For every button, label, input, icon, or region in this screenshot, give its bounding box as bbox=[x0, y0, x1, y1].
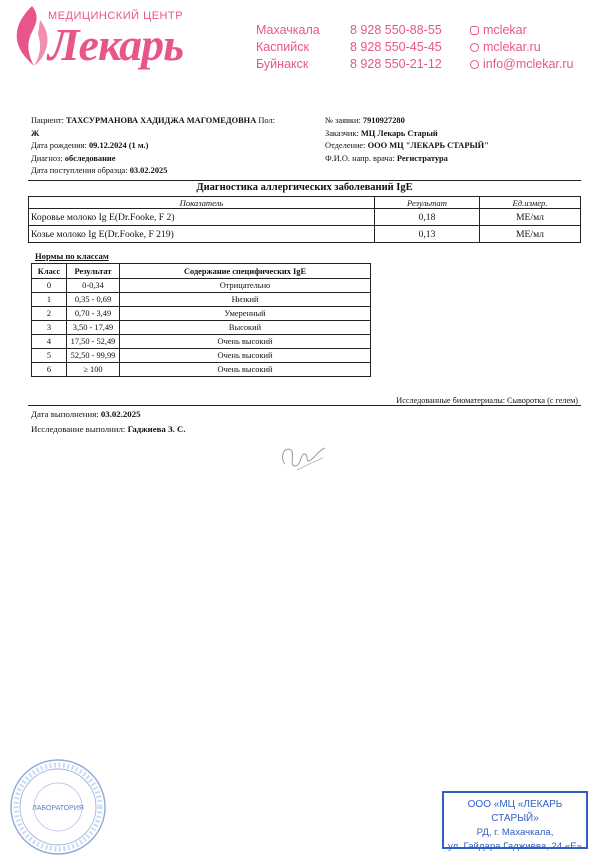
contact-text: info@mclekar.ru bbox=[483, 57, 574, 71]
norm-class: 3 bbox=[32, 321, 67, 335]
norms-header-class: Класс bbox=[32, 264, 67, 279]
doctor-label: Ф.И.О. напр. врача: bbox=[325, 153, 395, 163]
contact-text: mclekar.ru bbox=[483, 40, 541, 54]
sex-value: Ж bbox=[31, 128, 40, 138]
divider bbox=[28, 405, 581, 406]
results-table bbox=[28, 196, 581, 243]
city: Каспийск bbox=[256, 40, 309, 54]
patient-name: ТАХСУРМАНОВА ХАДИДЖА МАГОМЕДОВНА bbox=[66, 116, 257, 125]
norms-row bbox=[32, 335, 371, 349]
norms-row bbox=[32, 349, 371, 363]
patient-info-right bbox=[325, 115, 489, 165]
biomaterial-note: Исследованные биоматериалы: Сыворотка (с гелем) bbox=[396, 396, 578, 405]
norm-desc: Умеренный bbox=[120, 307, 371, 321]
sex-label: Пол: bbox=[258, 116, 275, 125]
stamp-line: ООО «МЦ «ЛЕКАРЬ СТАРЫЙ» bbox=[467, 799, 563, 824]
patient-label: Пациент: bbox=[31, 116, 64, 125]
diag-value: обследование bbox=[64, 153, 116, 163]
phone[interactable]: 8 928 550-45-45 bbox=[350, 40, 442, 54]
client-label: Заказчик: bbox=[325, 128, 359, 138]
contact-web[interactable] bbox=[470, 39, 574, 56]
logo-title: Лекарь bbox=[48, 19, 184, 70]
diag-label: Диагноз: bbox=[31, 153, 63, 163]
dob-value: 09.12.2024 (1 м.) bbox=[88, 141, 149, 151]
norm-desc: Низкий bbox=[120, 293, 371, 307]
city: Махачкала bbox=[256, 23, 320, 37]
norm-range: 17,50 - 52,49 bbox=[67, 335, 120, 349]
header-cities bbox=[256, 22, 320, 73]
unit-value: МЕ/мл bbox=[480, 226, 581, 243]
stamp-line: РД, г. Махачкала, bbox=[476, 827, 554, 838]
norms-row bbox=[32, 279, 371, 293]
rect-stamp bbox=[442, 791, 588, 852]
order-label: № заявки: bbox=[325, 116, 361, 125]
instagram-icon bbox=[470, 26, 479, 35]
norm-desc: Отрицательно bbox=[120, 279, 371, 293]
contact-text: mclekar bbox=[483, 23, 527, 37]
norm-class: 4 bbox=[32, 335, 67, 349]
norm-class: 1 bbox=[32, 293, 67, 307]
indicator-name: Козье молоко Ig E(Dr.Fooke, F 219) bbox=[29, 226, 375, 243]
email-icon bbox=[470, 60, 479, 69]
header-result: Результат bbox=[375, 197, 480, 209]
norms-row bbox=[32, 363, 371, 377]
header-unit: Ед.измер. bbox=[480, 197, 581, 209]
norm-range: 3,50 - 17,49 bbox=[67, 321, 120, 335]
norm-class: 2 bbox=[32, 307, 67, 321]
completion-info bbox=[31, 407, 186, 436]
norm-desc: Высокий bbox=[120, 321, 371, 335]
norm-class: 6 bbox=[32, 363, 67, 377]
norm-range: ≥ 100 bbox=[67, 363, 120, 377]
norm-desc: Очень высокий bbox=[120, 349, 371, 363]
phone[interactable]: 8 928 550-21-12 bbox=[350, 57, 442, 71]
performer-label: Исследование выполнил: bbox=[31, 423, 126, 434]
done-label: Дата выполнения: bbox=[31, 409, 99, 419]
order-value: 7910927280 bbox=[362, 116, 405, 125]
table-header-row bbox=[29, 197, 581, 209]
norm-range: 0,70 - 3,49 bbox=[67, 307, 120, 321]
norm-range: 0,35 - 0,69 bbox=[67, 293, 120, 307]
norms-row bbox=[32, 307, 371, 321]
unit-value: МЕ/мл bbox=[480, 209, 581, 226]
norm-class: 5 bbox=[32, 349, 67, 363]
stamp-line: ул. Гайдара Гаджиева, 24 «Е» bbox=[448, 841, 582, 852]
doctor-value: Регистратура bbox=[396, 153, 448, 163]
norms-header-desc: Содержание специфических IgE bbox=[120, 264, 371, 279]
divider bbox=[28, 180, 581, 181]
norms-row bbox=[32, 321, 371, 335]
phone[interactable]: 8 928 550-88-55 bbox=[350, 23, 442, 37]
result-value: 0,18 bbox=[375, 209, 480, 226]
logo-subtitle: МЕДИЦИНСКИЙ ЦЕНТР bbox=[48, 10, 184, 22]
norms-header-row bbox=[32, 264, 371, 279]
dept-label: Отделение: bbox=[325, 141, 366, 151]
patient-info-left bbox=[31, 115, 275, 178]
contact-instagram[interactable] bbox=[470, 22, 574, 39]
sample-value: 03.02.2025 bbox=[129, 166, 168, 176]
norm-desc: Очень высокий bbox=[120, 363, 371, 377]
contact-email[interactable] bbox=[470, 56, 574, 73]
table-row bbox=[29, 226, 581, 243]
norm-range: 52,50 - 99,99 bbox=[67, 349, 120, 363]
norm-range: 0-0,34 bbox=[67, 279, 120, 293]
done-value: 03.02.2025 bbox=[100, 409, 141, 419]
header-contacts bbox=[470, 22, 574, 73]
performer-value: Гаджиева З. С. bbox=[127, 423, 186, 434]
city: Буйнакск bbox=[256, 57, 309, 71]
results-title: Диагностика аллергических заболеваний IgE bbox=[196, 182, 413, 193]
sample-label: Дата поступления образца: bbox=[31, 166, 128, 176]
signature-mark bbox=[275, 440, 331, 474]
result-value: 0,13 bbox=[375, 226, 480, 243]
table-row bbox=[29, 209, 581, 226]
stamp-round-text: ЛАБОРАТОРИЯ bbox=[32, 805, 84, 812]
dob-label: Дата рождения: bbox=[31, 141, 87, 151]
client-value: МЦ Лекарь Старый bbox=[360, 128, 438, 138]
norms-table bbox=[31, 263, 371, 377]
norms-header-result: Результат bbox=[67, 264, 120, 279]
norms-title: Нормы по классам bbox=[35, 251, 109, 261]
norms-row bbox=[32, 293, 371, 307]
web-icon bbox=[470, 43, 479, 52]
norm-class: 0 bbox=[32, 279, 67, 293]
header-indicator: Показатель bbox=[29, 197, 375, 209]
dept-value: ООО МЦ "ЛЕКАРЬ СТАРЫЙ" bbox=[367, 141, 489, 151]
norm-desc: Очень высокий bbox=[120, 335, 371, 349]
indicator-name: Коровье молоко Ig E(Dr.Fooke, F 2) bbox=[29, 209, 375, 226]
header-phones bbox=[350, 22, 442, 73]
round-stamp bbox=[8, 757, 108, 857]
